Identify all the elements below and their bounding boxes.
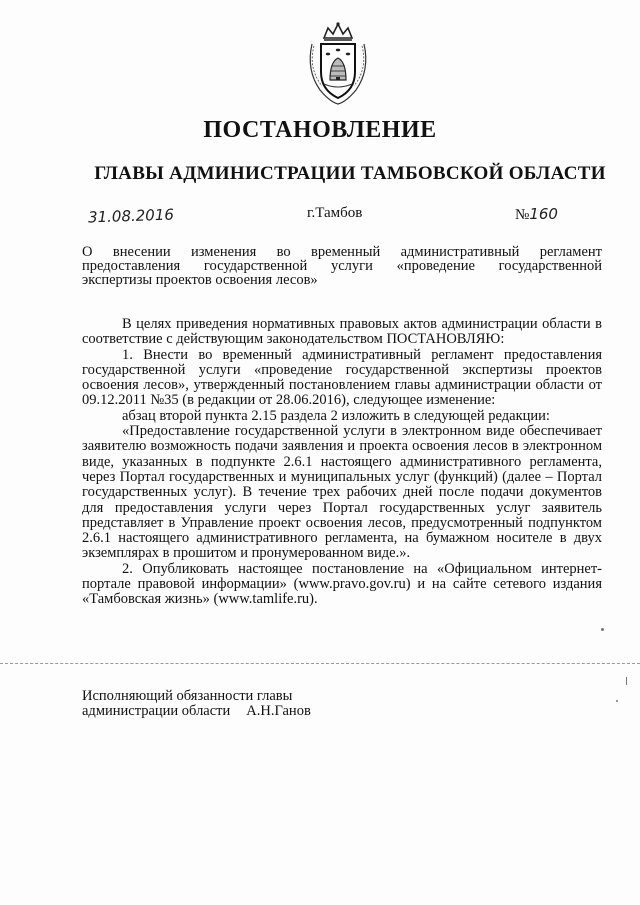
- signatory-position: Исполняющий обязанности главы: [82, 688, 293, 704]
- document-body: [82, 317, 602, 608]
- subject-line: предоставления государственной услуги «проведение государственной: [82, 258, 602, 274]
- subject-line: экспертизы проектов освоения лесов»: [82, 272, 318, 288]
- number-value: 160: [529, 205, 558, 223]
- scan-speck: [626, 677, 627, 685]
- number-prefix: №: [515, 207, 530, 223]
- scan-speck: [616, 700, 618, 702]
- subject-line: О внесении изменения во временный административный регламент: [82, 244, 602, 260]
- body-paragraph: абзац второй пункта 2.15 раздела 2 изложить в следующей редакции:: [122, 407, 550, 424]
- body-paragraph: В целях приведения нормативных правовых актов администрации области в соответствие с действующим законодательством ПОСТАНОВЛЯЮ:: [82, 316, 602, 348]
- document-date: 31.08.2016: [87, 205, 175, 227]
- document-city: г.Тамбов: [307, 205, 363, 221]
- document-number: [515, 205, 558, 224]
- body-paragraph: 2. Опубликовать настоящее постановление на «Официальном интернет-портале правовой информации» (www.pravo.gov.ru) и на сайте сетевого издания «Тамбовская жизнь» (www.tamlife.ru).: [82, 560, 602, 608]
- body-paragraph: «Предоставление государственной услуги в электронном виде обеспечивает заявителю возможность подачи заявления и проекта освоения лесов в электронном виде, указанных в подпункте 2.6.1 настоящего административного регламента, через Портал государственных и муниципальных услуг (функций) (далее – Портал государственных услуг). В течение трех рабочих дней после подачи документов для предоставления услуги через Портал государственных услуг заявитель представляет в Управление проект освоения лесов, предусмотренный подпунктом 2.6.1 настоящего административного регламента, на бумажном носителе в двух экземплярах в прошитом и пронумерованном виде.».: [82, 423, 602, 562]
- scan-speck: [601, 628, 604, 631]
- document-subtitle: ГЛАВЫ АДМИНИСТРАЦИИ ТАМБОВСКОЙ ОБЛАСТИ: [94, 163, 606, 184]
- signature-block: [82, 689, 311, 719]
- body-paragraph: 1. Внести во временный административный регламент предоставления государственной услуги «проведение государственной экспертизы проектов освоения лесов», утвержденный постановлением главы администрации области от 09.12.2011 №35 (в редакции от 28.06.2016), следующее изменение:: [82, 346, 602, 409]
- scan-fold-line: [0, 663, 640, 664]
- tambov-coat-of-arms-icon: [302, 20, 374, 106]
- document-subject: [82, 245, 602, 287]
- document-title: ПОСТАНОВЛЕНИЕ: [203, 117, 437, 143]
- signatory-position-line2: администрации области А.Н.Ганов: [82, 703, 311, 719]
- signatory-name: А.Н.Ганов: [246, 703, 311, 719]
